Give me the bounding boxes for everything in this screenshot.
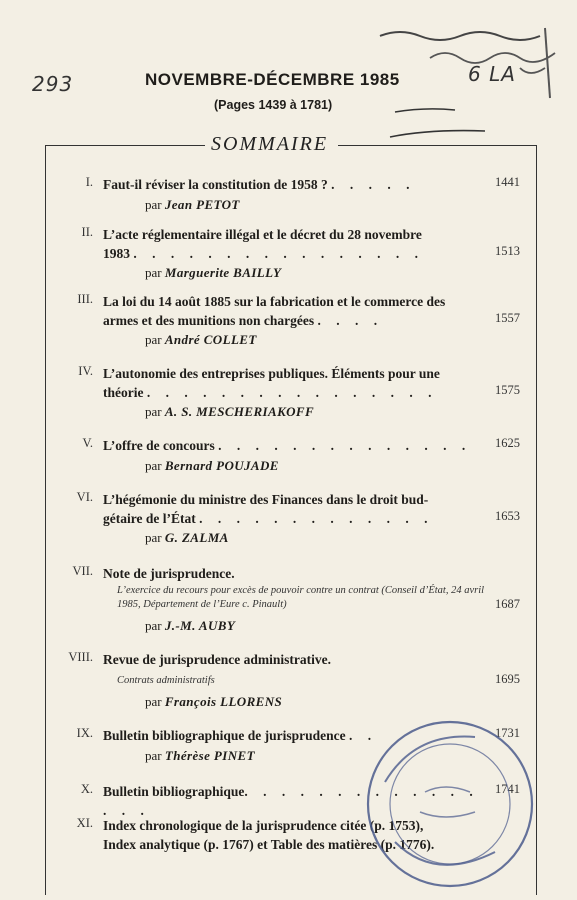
entry-title: L’autonomie des entreprises publiques. Éléments pour une théorie . . . . . . . . . . . . . . . . <box>103 366 440 400</box>
entry-page: 1731 <box>495 726 520 740</box>
entry-page: 1575 <box>495 383 520 397</box>
entry-number: V. <box>82 436 93 450</box>
frame-top-left <box>45 145 205 146</box>
entry-page: 1441 <box>495 175 520 189</box>
entry-page: 1741 <box>495 782 520 796</box>
entry-title: La loi du 14 août 1885 sur la fabrication et le commerce des armes et des munitions non chargées . . . . <box>103 294 446 328</box>
entry-number: III. <box>77 292 93 306</box>
entry-number: VII. <box>72 564 93 578</box>
entry-author: par François LLORENS <box>145 694 283 709</box>
entry-number: XI. <box>76 816 93 830</box>
entry-page: 1513 <box>495 244 520 258</box>
entry-title: Bulletin bibliographique. . . . . . . . . . . . . . . . <box>103 784 479 818</box>
handwritten-number: 293 <box>32 72 74 96</box>
entry-subtitle: L’exercice du recours pour excès de pouvoir contre un contrat (Conseil d’État, 24 avril 1985, Département de l’Eure c. Pinault) <box>117 585 485 610</box>
entry-number: II. <box>81 225 93 239</box>
entry-title: L’offre de concours . . . . . . . . . . . . . . <box>103 438 472 453</box>
entry-page: 1687 <box>495 597 520 611</box>
entry-page: 1653 <box>495 509 520 523</box>
entry-subtitle: Contrats administratifs <box>117 675 215 686</box>
entry-title: Note de jurisprudence. <box>103 566 235 581</box>
entry-author: par André COLLET <box>145 332 257 347</box>
entry-number: VIII. <box>68 650 93 664</box>
entry-number: I. <box>85 175 93 189</box>
entry-title: L’acte réglementaire illégal et le décret du 28 novembre 1983 . . . . . . . . . . . . . . . . <box>103 227 424 261</box>
entry-title: L’hégémonie du ministre des Finances dans le droit bud- gétaire de l’État . . . . . . . . . . . . . <box>103 492 434 526</box>
entry-title: Bulletin bibliographique de jurisprudence . . <box>103 728 378 743</box>
entry-number: IV. <box>78 364 93 378</box>
entry-author: par Thérèse PINET <box>145 748 255 763</box>
entry-author: par G. ZALMA <box>145 530 229 545</box>
entry-author: par Bernard POUJADE <box>145 458 279 473</box>
entry-title: Faut-il réviser la constitution de 1958 ? . . . . . <box>103 177 416 192</box>
sommaire-heading: SOMMAIRE <box>211 133 329 155</box>
entry-page: 1557 <box>495 311 520 325</box>
entry-number: VI. <box>76 490 93 504</box>
entry-title: Revue de jurisprudence administrative. <box>103 652 331 667</box>
frame-top-right <box>338 145 536 146</box>
entry-author: par J.-M. AUBY <box>145 618 236 633</box>
entry-page: 1625 <box>495 436 520 450</box>
entry-author: par Marguerite BAILLY <box>145 265 282 280</box>
entry-author: par Jean PETOT <box>145 197 240 212</box>
handwritten-note: 6 LA <box>468 62 516 86</box>
issue-pages: (Pages 1439 à 1781) <box>214 98 333 112</box>
entry-number: X. <box>80 782 93 796</box>
entry-title: Index chronologique de la jurisprudence citée (p. 1753), Index analytique (p. 1767) et Table des matières (p. 1776). <box>103 818 435 852</box>
issue-title: NOVEMBRE-DÉCEMBRE 1985 <box>145 70 400 89</box>
library-stamp <box>355 712 535 897</box>
entry-number: IX. <box>76 726 93 740</box>
entry-author: par A. S. MESCHERIAKOFF <box>145 404 315 419</box>
entry-page: 1695 <box>495 672 520 686</box>
